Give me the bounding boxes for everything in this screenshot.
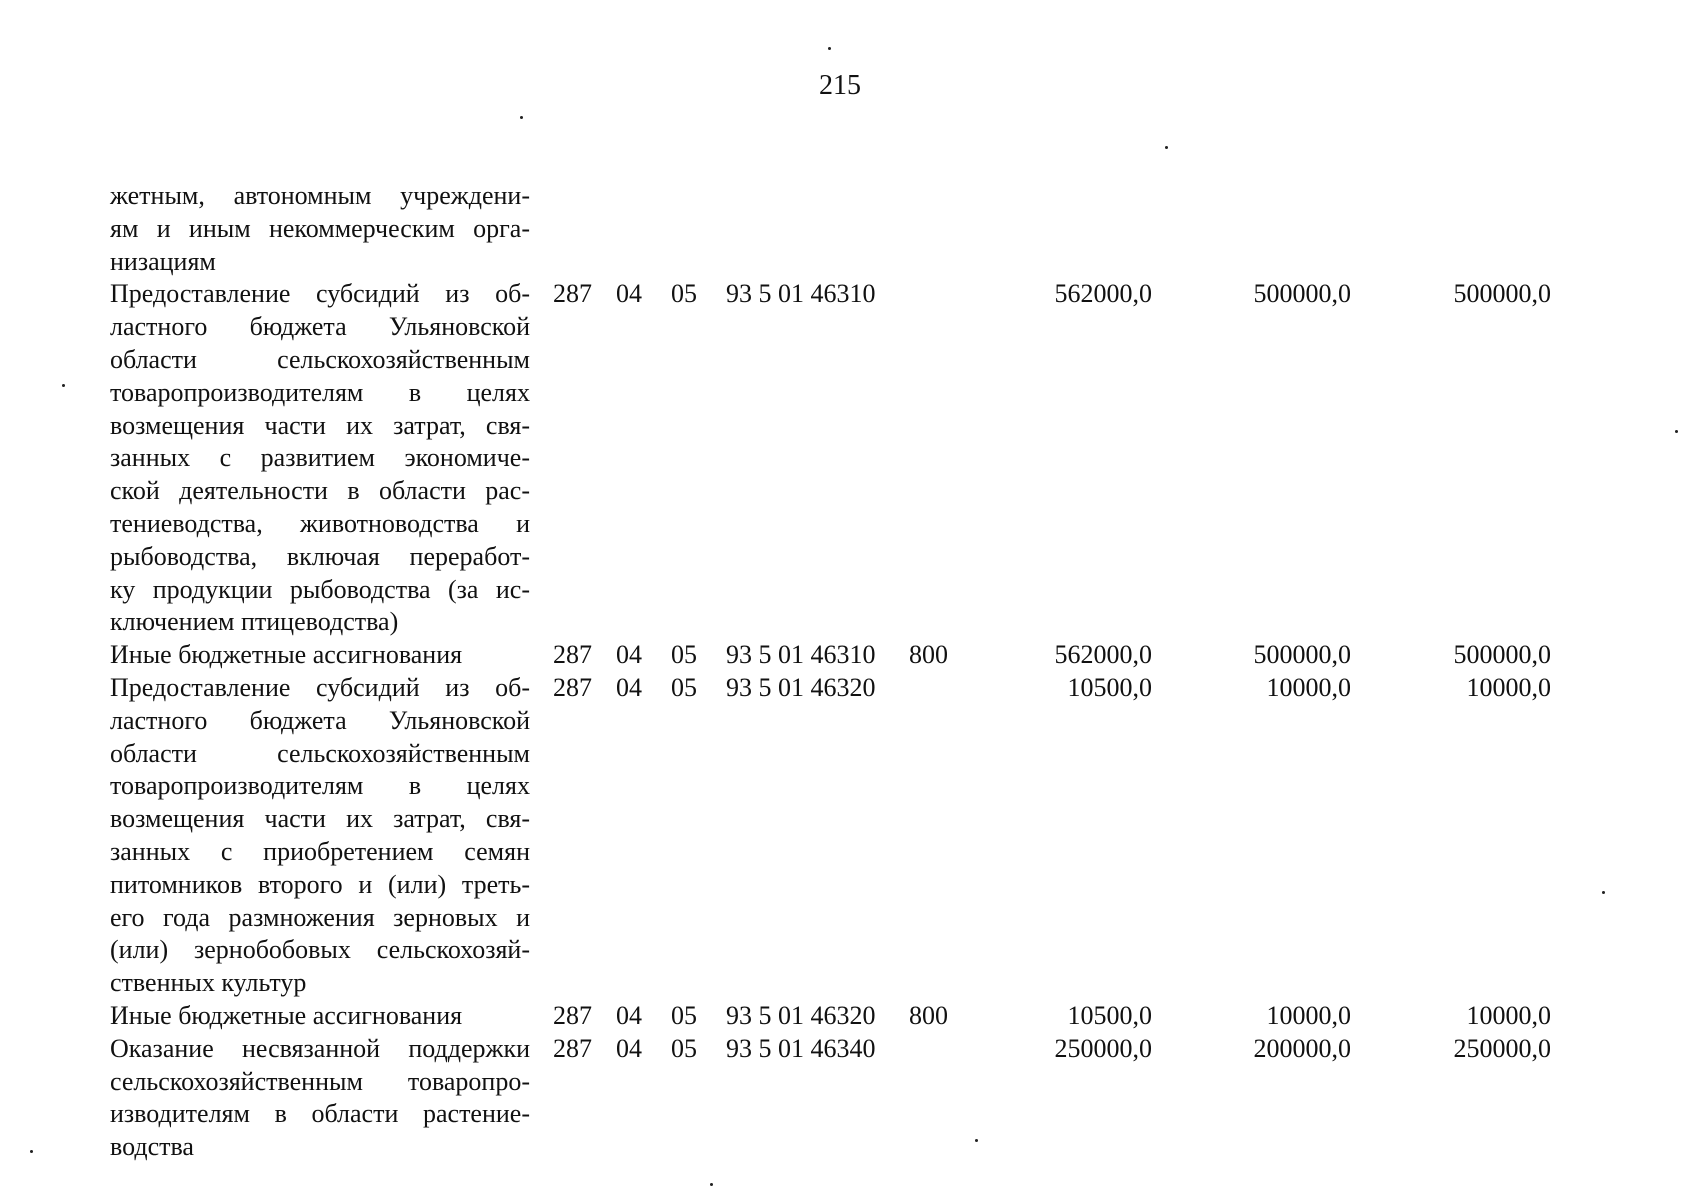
description-line: Предоставление субсидий из об- — [110, 279, 530, 309]
amount-year-3: 10000,0 — [1466, 1000, 1551, 1030]
table-row — [110, 1033, 1550, 1164]
amount-year-1: 10500,0 — [1067, 672, 1152, 702]
scan-speck — [1602, 891, 1605, 894]
target-article-code: 93 5 01 46340 — [726, 1033, 876, 1063]
table-row — [110, 672, 1550, 1000]
description-line: рыбоводства, включая переработ- — [110, 541, 530, 571]
amount-year-3: 10000,0 — [1466, 672, 1551, 702]
description-line: ям и иным некоммерческим орга- — [110, 213, 530, 243]
target-article-code: 93 5 01 46320 — [726, 672, 876, 702]
description-line: (или) зернобобовых сельскохозяй- — [110, 935, 530, 965]
amount-year-1: 250000,0 — [1054, 1033, 1152, 1063]
section-code: 04 — [616, 279, 642, 309]
scan-speck — [520, 116, 523, 119]
section-code: 04 — [616, 1033, 642, 1063]
description-line: занных с приобретением семян — [110, 836, 530, 866]
subsection-code: 05 — [671, 672, 697, 702]
table-row — [110, 180, 1550, 278]
subsection-code: 05 — [671, 640, 697, 670]
expense-type-code: 800 — [909, 640, 948, 670]
scan-speck — [1675, 430, 1678, 433]
description-line: сельскохозяйственным товаропро- — [110, 1066, 530, 1096]
target-article-code: 93 5 01 46320 — [726, 1000, 876, 1030]
scan-speck — [30, 1150, 33, 1153]
table-row — [110, 278, 1550, 639]
description-line: Иные бюджетные ассигнования — [110, 1000, 463, 1030]
grbs-code: 287 — [553, 1000, 592, 1030]
amount-year-2: 200000,0 — [1253, 1033, 1351, 1063]
amount-year-2: 10000,0 — [1266, 672, 1351, 702]
grbs-code: 287 — [553, 279, 592, 309]
subsection-code: 05 — [671, 279, 697, 309]
page-number: 215 — [819, 70, 861, 101]
scan-speck — [62, 384, 65, 387]
row-description — [110, 1000, 530, 1033]
description-line: жетным, автономным учреждени- — [110, 181, 530, 210]
grbs-code: 287 — [553, 640, 592, 670]
description-line: ственных культур — [110, 968, 307, 998]
amount-year-3: 500000,0 — [1453, 640, 1551, 670]
description-line: низациям — [110, 246, 216, 276]
target-article-code: 93 5 01 46310 — [726, 640, 876, 670]
amount-year-2: 500000,0 — [1253, 279, 1351, 309]
description-line: возмещения части их затрат, свя- — [110, 410, 530, 440]
scan-speck — [1165, 146, 1168, 149]
section-code: 04 — [616, 1000, 642, 1030]
row-description — [110, 278, 530, 639]
expense-type-code: 800 — [909, 1000, 948, 1030]
amount-year-1: 562000,0 — [1054, 279, 1152, 309]
description-line: возмещения части их затрат, свя- — [110, 804, 530, 834]
scan-speck — [828, 47, 831, 50]
description-line: Оказание несвязанной поддержки — [110, 1033, 530, 1063]
scan-speck — [710, 1183, 713, 1186]
row-description — [110, 1033, 530, 1164]
description-line: области сельскохозяйственным — [110, 344, 530, 374]
row-description — [110, 639, 530, 672]
subsection-code: 05 — [671, 1033, 697, 1063]
description-line: товаропроизводителям в целях — [110, 377, 530, 407]
description-line: тениеводства, животноводства и — [110, 508, 530, 538]
table-row — [110, 1000, 1550, 1033]
section-code: 04 — [616, 672, 642, 702]
row-description — [110, 180, 530, 278]
description-line: водства — [110, 1132, 194, 1162]
description-line: ластного бюджета Ульяновской — [110, 705, 530, 735]
grbs-code: 287 — [553, 672, 592, 702]
table-row — [110, 639, 1550, 672]
description-line: ской деятельности в области рас- — [110, 476, 530, 506]
description-line: ластного бюджета Ульяновской — [110, 312, 530, 342]
description-line: Предоставление субсидий из об- — [110, 672, 530, 702]
section-code: 04 — [616, 640, 642, 670]
target-article-code: 93 5 01 46310 — [726, 279, 876, 309]
amount-year-2: 500000,0 — [1253, 640, 1351, 670]
amount-year-1: 562000,0 — [1054, 640, 1152, 670]
description-line: изводителям в области растение- — [110, 1099, 530, 1129]
description-line: занных с развитием экономиче- — [110, 443, 530, 473]
row-description — [110, 672, 530, 1000]
description-line: питомников второго и (или) треть- — [110, 869, 530, 899]
grbs-code: 287 — [553, 1033, 592, 1063]
scan-speck — [975, 1139, 978, 1142]
description-line: товаропроизводителям в целях — [110, 771, 530, 801]
amount-year-1: 10500,0 — [1067, 1000, 1152, 1030]
amount-year-3: 250000,0 — [1453, 1033, 1551, 1063]
description-line: ку продукции рыбоводства (за ис- — [110, 574, 530, 604]
amount-year-2: 10000,0 — [1266, 1000, 1351, 1030]
description-line: Иные бюджетные ассигнования — [110, 640, 463, 670]
budget-table — [110, 180, 1550, 1164]
description-line: ключением птицеводства) — [110, 607, 399, 637]
description-line: его года размножения зерновых и — [110, 902, 530, 932]
description-line: области сельскохозяйственным — [110, 738, 530, 768]
subsection-code: 05 — [671, 1000, 697, 1030]
amount-year-3: 500000,0 — [1453, 279, 1551, 309]
